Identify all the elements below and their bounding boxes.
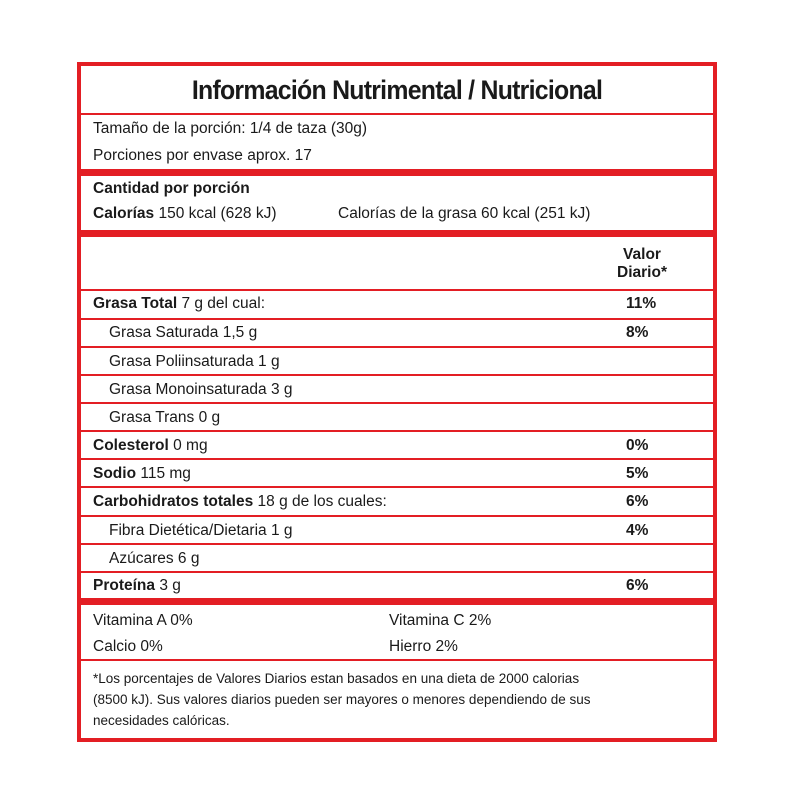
nutrient-label: Grasa Total (93, 295, 178, 312)
nutrient-value: 0 mg (173, 437, 208, 454)
label-title: Información Nutrimental / Nutricional (191, 75, 603, 105)
divider (81, 430, 713, 432)
daily-value-line2: Diario* (617, 264, 667, 281)
daily-value-grasa-total: 11% (626, 295, 657, 312)
footnote-line: (8500 kJ). Sus valores diarios pueden ser mayores o menores dependiendo de sus (93, 692, 591, 707)
nutrient-label: Carbohidratos totales (93, 493, 254, 510)
nutrition-label (77, 62, 717, 742)
divider (81, 374, 713, 376)
daily-value-line1: Valor (623, 246, 661, 263)
footnote (93, 668, 699, 731)
divider (81, 486, 713, 488)
serving-size: Tamaño de la porción: 1/4 de taza (30g) (93, 120, 368, 137)
divider (81, 458, 713, 460)
fat-calories: Calorías de la grasa 60 kcal (251 kJ) (338, 205, 591, 222)
daily-value-carbohidratos: 6% (626, 493, 649, 510)
nutrient-row-proteina (93, 577, 701, 595)
nutrient-row-grasa-total (93, 295, 701, 313)
calories-label: Calorías (93, 205, 155, 222)
divider-thick (81, 230, 713, 237)
hierro: Hierro 2% (389, 638, 458, 655)
nutrient-row-grasa-trans: Grasa Trans 0 g (109, 409, 221, 426)
daily-value-grasa-saturada: 8% (626, 324, 649, 341)
divider (81, 289, 713, 291)
nutrient-value: 115 mg (140, 465, 191, 482)
nutrient-label: Sodio (93, 465, 137, 482)
nutrient-row-azucares: Azúcares 6 g (109, 550, 200, 567)
divider (81, 318, 713, 320)
calories-value: 150 kcal (628 kJ) (158, 205, 277, 222)
amount-per-serving: Cantidad por porción (93, 180, 250, 197)
divider (81, 515, 713, 517)
nutrient-row-sodio (93, 465, 701, 483)
nutrient-row-carbohidratos (93, 493, 701, 511)
nutrient-label: Colesterol (93, 437, 169, 454)
daily-value-sodio: 5% (626, 465, 649, 482)
footnote-line: *Los porcentajes de Valores Diarios estan basados en una dieta de 2000 calorias (93, 671, 580, 686)
nutrient-value: 3 g (159, 577, 181, 594)
divider (81, 113, 713, 115)
daily-value-header (609, 246, 675, 282)
servings-per-container: Porciones por envase aprox. 17 (93, 147, 312, 164)
nutrient-value: 18 g de los cuales: (257, 493, 387, 510)
divider (81, 659, 713, 661)
divider (81, 346, 713, 348)
nutrient-label: Proteína (93, 577, 156, 594)
divider (81, 402, 713, 404)
daily-value-fibra: 4% (626, 522, 649, 539)
divider-thick (81, 598, 713, 605)
divider-thick (81, 169, 713, 176)
vitamin-a: Vitamina A 0% (93, 612, 193, 629)
nutrient-value: 7 g del cual: (181, 295, 266, 312)
footnote-line: necesidades calóricas. (93, 713, 230, 728)
calcio: Calcio 0% (93, 638, 163, 655)
vitamin-c: Vitamina C 2% (389, 612, 492, 629)
daily-value-colesterol: 0% (626, 437, 649, 454)
nutrient-row-grasa-monoinsaturada: Grasa Monoinsaturada 3 g (109, 381, 293, 398)
nutrient-row-grasa-saturada: Grasa Saturada 1,5 g (109, 324, 258, 341)
nutrient-row-grasa-poliinsaturada: Grasa Poliinsaturada 1 g (109, 353, 280, 370)
nutrient-row-fibra: Fibra Dietética/Dietaria 1 g (109, 522, 293, 539)
nutrient-row-colesterol (93, 437, 701, 455)
divider (81, 543, 713, 545)
divider (81, 571, 713, 573)
daily-value-proteina: 6% (626, 577, 649, 594)
